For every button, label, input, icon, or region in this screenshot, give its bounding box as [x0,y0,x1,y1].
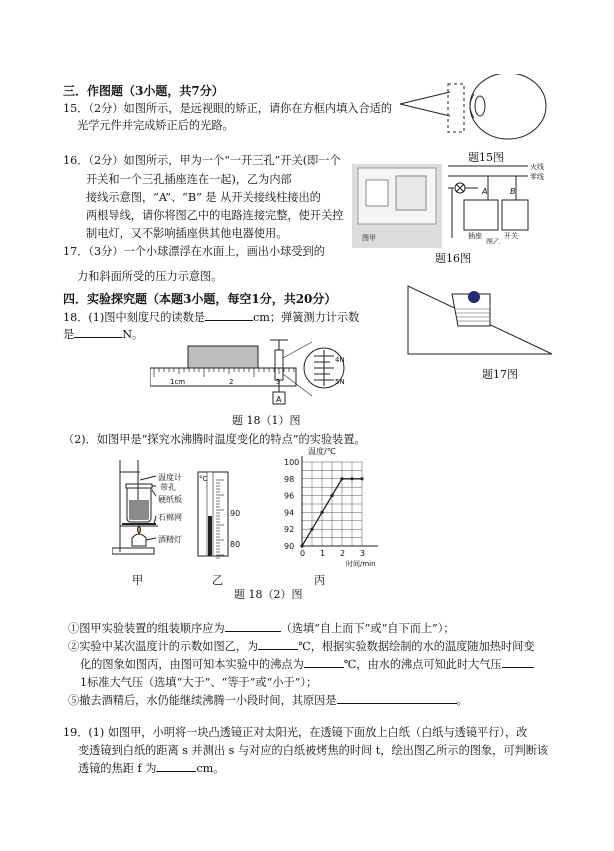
fig16-switch-box [502,200,528,230]
meter-weight-label: A [276,395,282,404]
q18-s5-end: 。 [456,694,468,707]
q18-part2: （2)．如图甲是“探究水沸腾时温度变化的特点”的实验装置。 [63,433,366,446]
q18-line1 [63,309,359,325]
q18-s3 [80,656,534,672]
section3-title: 三．作图题（3小题，共7分） [63,84,224,98]
chart-ytick-label: 96 [284,491,295,501]
ruler-label-3: 3 [276,378,281,386]
thermo-liquid [208,516,212,556]
q16-line5: 制电灯，又不影响插座供其他电器使用。 [86,227,288,240]
q18-line1-unit: cm；弹簧测力计示数 [252,311,360,324]
fig15-dashed-box [448,84,464,132]
fig16-socket-box [464,200,498,230]
q16-line2: 开关和一个三孔插座连在一起)，乙为内部 [86,173,292,186]
fig16-switch [396,176,426,210]
apparatus-label-gauze: 石棉网 [158,513,182,522]
chart-xtick-label: 3 [360,549,366,558]
q18-s3-text: 化的图象如图丙，由图可知本实验中的沸点为 [80,658,304,671]
apparatus-label-hole: 带孔 [160,483,176,492]
q18-line2-unit: N。 [122,328,144,341]
chart-data-point [320,511,323,514]
q18-s1-end: （选填“自上而下”或“自下而上”）； [280,622,455,635]
fig15-lens [475,96,485,116]
meter-label-5N: 5N [335,378,345,386]
label-bing: 丙 [314,574,326,587]
q16-line1: 16．（2分）如图所示，甲为一个“一开三孔”开关(即一个 [63,154,341,167]
meter-body [275,350,283,380]
q19-line1: 19．(1) 如图甲，小明将一块凸透镜正对太阳光，在透镜下面放上白纸（白纸与透镜平行），改 [63,726,528,739]
fig16-label-live: 火线 [530,163,544,171]
fig18-1-caption: 题 18（1）图 [232,414,301,427]
fig16-label-jia: 图甲 [362,234,376,242]
q18-s3-mid: ℃，由水的沸点可知此时大气压 [343,658,502,671]
alcohol-lamp [132,534,146,546]
chart-xtick-label: 1 [320,549,326,558]
q18-s2-blank[interactable] [258,639,298,650]
q16-line3: 接线示意图，“A”、“B” 是 从开关接线柱接出的 [86,191,321,204]
fig16-label-A: A [482,187,488,196]
q19-line3-unit: cm。 [196,762,225,775]
q18-line2 [63,326,143,342]
q18-s5-text: ⑤撤去酒精后，水仍能继续沸腾一小段时间，其原因是 [68,694,337,707]
q19-line3-text: 透镜的焦距 f 为 [78,762,157,775]
q18-s4: 1标准大气压（选填“大于”、“等于”或“小于”）； [80,676,318,689]
q15-line1: 15．（2分）如图所示，是远视眼的矫正，请你在方框内填入合适的 [63,102,393,115]
fig15-cornea [470,94,474,118]
q18-s3-blank[interactable] [304,657,344,668]
q17-line1: 17．（3分）一个小球漂浮在水面上，画出小球受到的 [63,245,325,258]
fig16-label-switch: 开关 [504,232,518,240]
label-yi: 乙 [212,574,224,587]
q18-s3-blank2[interactable] [502,657,534,668]
thermo-label-80: 80 [230,540,241,549]
q18-s1-text: ①图甲实验装置的组装顺序应为 [68,622,225,635]
q15-line2: 光学元件并完成矫正后的光路。 [77,119,234,132]
q18-s1 [68,620,455,636]
fig16-caption: 题16图 [435,252,471,265]
q18-s2 [68,638,534,654]
q18-s2-end: ℃，根据实验数据绘制的水的温度随加热时间变 [298,640,535,653]
chart-ytick-label: 100 [284,458,300,467]
fig16-label-B: B [510,187,516,196]
figure-18-chart [282,444,382,568]
apparatus-label-thermometer: 温度计 [158,473,182,482]
q18-line1-text: 18．(1)图中刻度尺的读数是 [63,311,205,324]
q18-s5 [68,692,468,708]
q18-s5-blank[interactable] [337,693,457,704]
chart-ytick-label: 90 [284,542,295,551]
ruler-label-1cm: 1cm [170,378,186,386]
q18-line2-pre: 是 [63,328,75,341]
q18-s2-text: ②实验中某次温度计的示数如图乙，为 [68,640,259,653]
fig17-ball [468,291,480,303]
figure-18-thermometer [196,468,252,562]
chart-data-point [340,477,343,480]
fig16-label-yi: 图乙 [486,238,500,244]
fig18-2-caption: 题 18（2）图 [234,588,303,601]
chart-xlabel: 时间/min [346,560,376,568]
fig15-eye [470,74,546,139]
ruler-block [188,346,258,368]
chart-data-point [330,494,333,497]
thermo-label-90: 90 [230,509,241,518]
fig16-label-zero: 零线 [530,173,544,181]
meter-label-4N: 4N [335,356,345,364]
q18-meter-blank[interactable] [74,327,122,338]
section4-title: 四．实验探究题（本题3小题，每空1分，共20分） [63,292,337,306]
cardboard [126,484,152,488]
fig16-label-socket: 插座 [468,232,482,240]
q18-s1-blank[interactable] [225,621,281,632]
fig15-ray-top [400,92,450,104]
chart-ytick-label: 94 [284,508,295,518]
ruler-label-2: 2 [229,378,234,386]
fig15-ray-bottom [400,104,450,116]
figure-18-meter [266,338,356,408]
chart-data-point [310,528,313,531]
apparatus-label-cardboard: 硬纸板 [158,495,182,504]
chart-xtick-label: 2 [340,549,346,558]
fig16-socket [366,180,388,206]
chart-ytick-label: 98 [284,474,295,484]
thermo-unit: °C [199,475,208,483]
chart-xtick-label: 0 [300,549,306,558]
q19-focal-blank[interactable] [156,761,196,772]
figure-16-jia [352,164,442,248]
apparatus-label-lamp: 酒精灯 [158,535,182,544]
q16-line4: 两根导线，请你将图乙中的电路连接完整，使开关控 [86,209,344,222]
fig15-caption: 题15图 [468,151,504,164]
figure-16-yi [444,158,554,244]
q17-line2: 力和斜面所受的压力示意图。 [77,270,223,283]
chart-data-point [300,544,303,547]
chart-data-point [360,477,363,480]
fig17-caption: 题17图 [482,368,518,381]
label-jia: 甲 [132,574,144,587]
chart-data-point [350,477,353,480]
q19-line3 [78,760,224,776]
q18-ruler-blank[interactable] [205,310,253,321]
figure-17 [406,280,556,360]
chart-ylabel: 温度/℃ [308,447,336,456]
stand-base [112,548,154,554]
q19-line2: 变透镜到白纸的距离 s 并测出 s 与对应的白纸被烤焦的时间 t，绘出图乙所示的图象，可判断该 [78,744,549,757]
chart-ytick-label: 92 [284,525,295,535]
